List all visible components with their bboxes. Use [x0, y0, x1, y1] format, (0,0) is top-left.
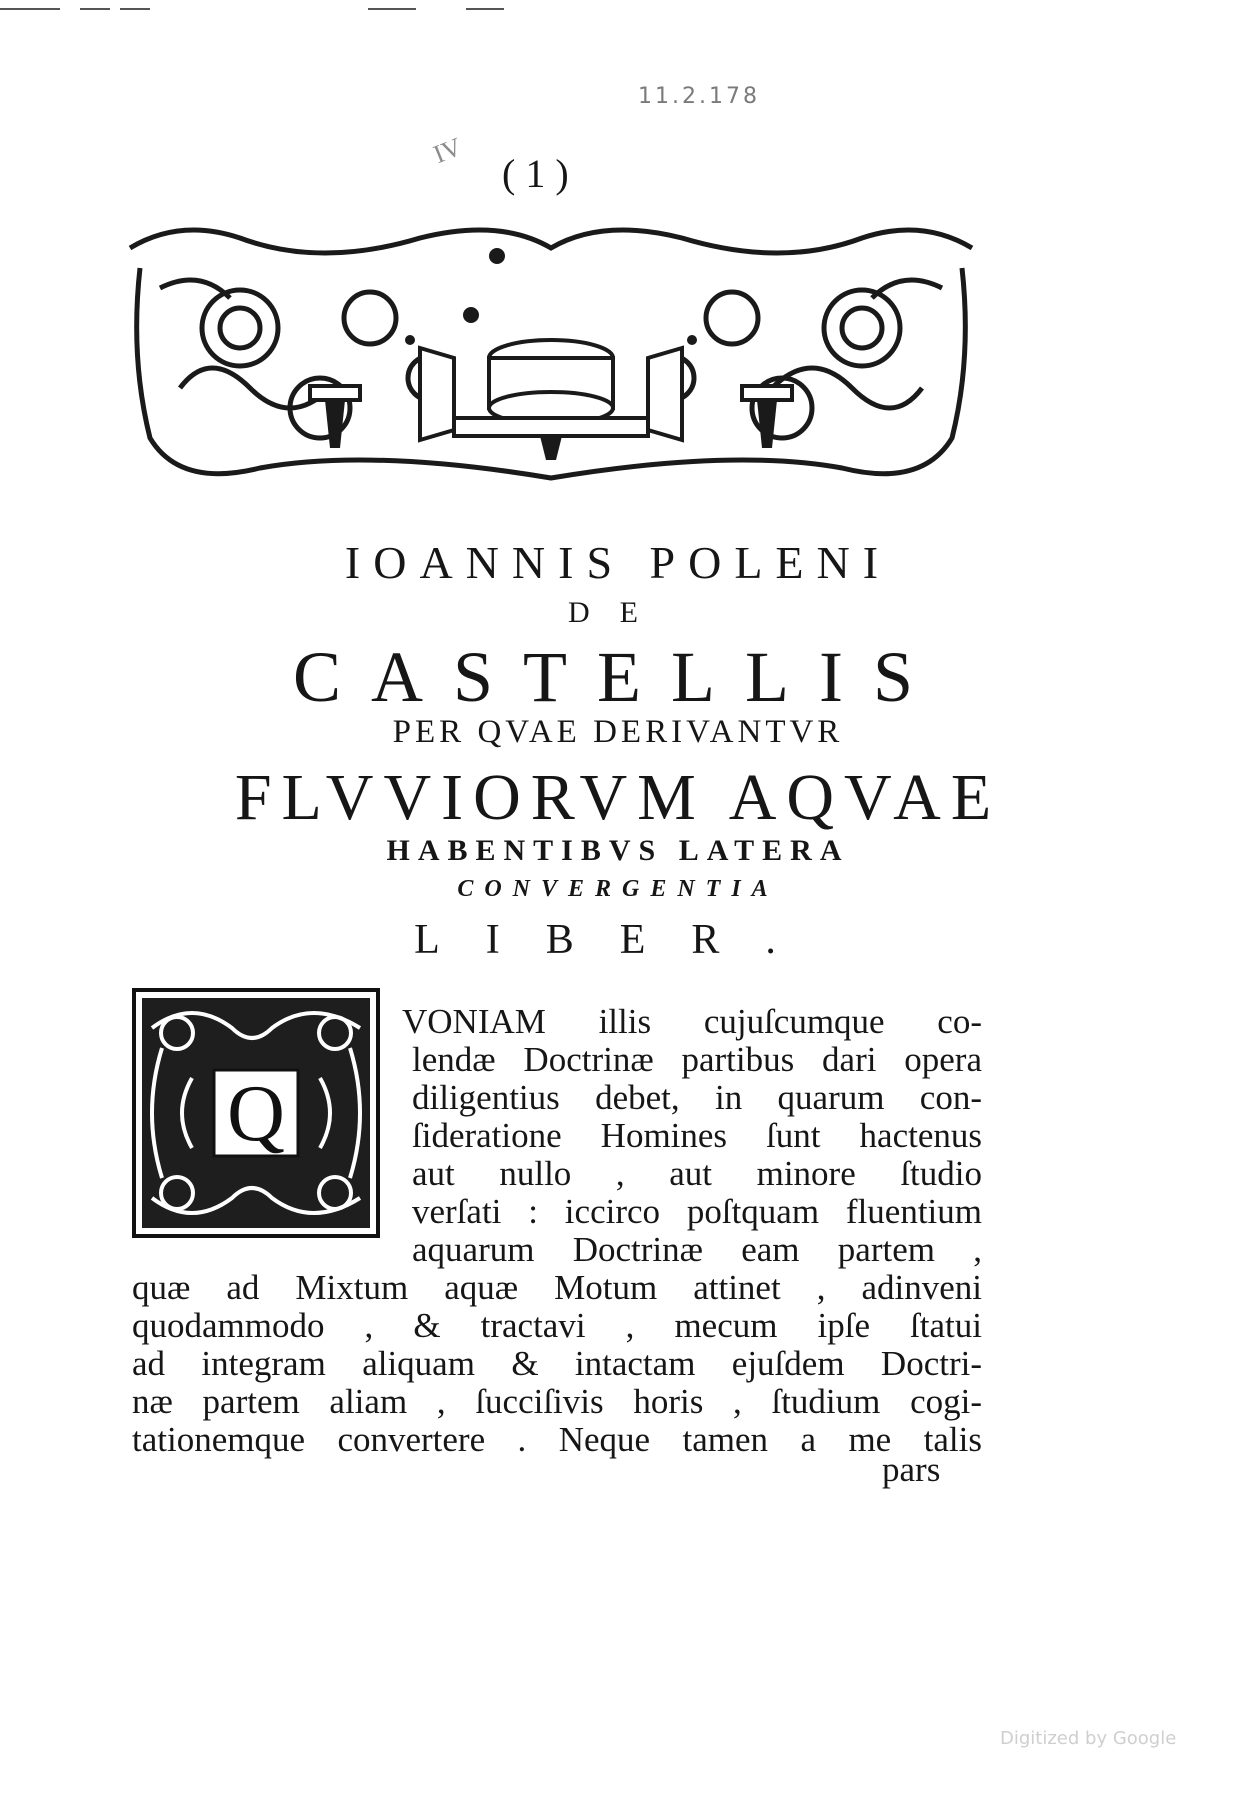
page-number: ( 1 ) — [502, 151, 569, 196]
body-line-6: verſati : iccirco poſtquam fluentium — [412, 1192, 982, 1231]
body-line-3: diligentius debet, in quarum con- — [412, 1078, 982, 1117]
ornamental-headpiece — [120, 208, 982, 508]
body-line-1: VONIAM illis cujuſcumque co- — [402, 1002, 982, 1041]
title-line-7: CONVERGENTIA — [457, 876, 779, 902]
digitization-watermark: Digitized by Google — [1000, 1728, 1177, 1749]
title-line-6: HABENTIBVS LATERA — [386, 834, 850, 867]
body-line-10: ad integram aliquam & intactam ejuſdem Doctri- — [132, 1344, 982, 1383]
scan-edge-mark — [368, 8, 416, 10]
catchword: pars — [882, 1450, 941, 1489]
body-line-12: tationemque convertere . Neque tamen a me talis — [132, 1420, 982, 1459]
body-line-8: quæ ad Mixtum aquæ Motum attinet , adinveni — [132, 1268, 982, 1307]
initial-letter: Q — [227, 1070, 285, 1158]
title-author: IOANNIS POLENI — [344, 537, 892, 588]
body-line-11: næ partem aliam , ſucciſivis horis , ſtudium cogi- — [132, 1382, 982, 1421]
scan-edge-mark — [466, 8, 504, 10]
title-de: DE — [568, 596, 668, 629]
decorated-initial — [132, 988, 380, 1238]
title-line-5: FLVVIORVM AQVAE — [234, 761, 1002, 834]
title-subject: CASTELLIS — [292, 637, 943, 717]
pencil-annotation: IV — [429, 131, 466, 170]
body-line-2: lendæ Doctrinæ partibus dari opera — [412, 1040, 982, 1079]
scan-edge-mark — [0, 8, 60, 10]
scan-edge-mark — [80, 8, 110, 10]
shelfmark: 11.2.178 — [638, 84, 760, 109]
body-line-5: aut nullo , aut minore ſtudio — [412, 1154, 982, 1193]
scan-edge-mark — [120, 8, 150, 10]
body-line-9: quodammodo , & tractavi , mecum ipſe ſtatui — [132, 1306, 982, 1345]
body-line-7: aquarum Doctrinæ eam partem , — [412, 1230, 982, 1269]
body-line-4: ſideratione Homines ſunt hactenus — [412, 1116, 982, 1155]
title-line-4: PER QVAE DERIVANTVR — [392, 714, 844, 750]
title-liber: LIBER. — [414, 917, 822, 963]
